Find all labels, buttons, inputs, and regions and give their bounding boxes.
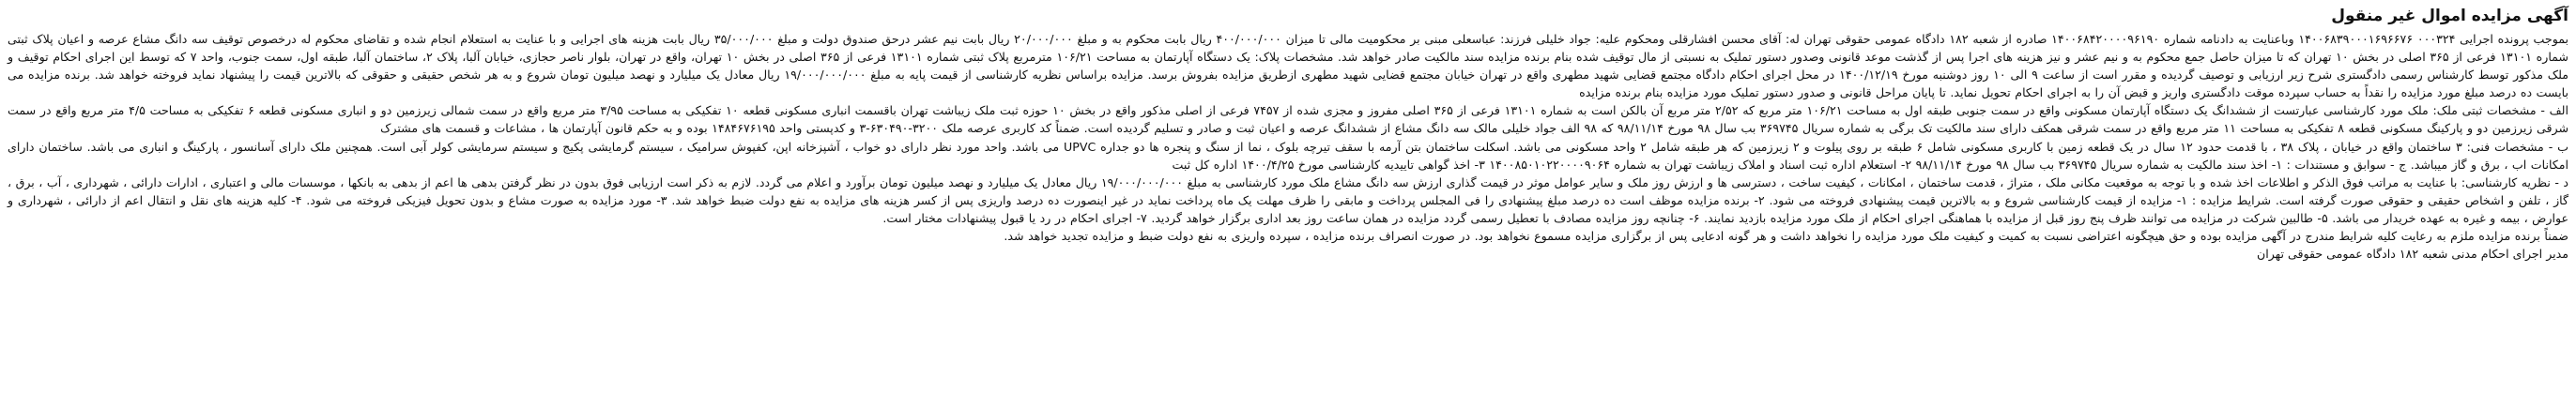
notice-signature: مدیر اجرای احکام مدنی شعبه ۱۸۲ دادگاه عمومی حقوقی تهران (2256, 247, 2568, 262)
notice-title: آگهی مزایده اموال غیر منقول (2331, 7, 2568, 25)
notice-paragraph-3: ب - مشخصات فنی: ۳ ساختمان واقع در خیابان ، پلاک ۳۸ ، با قدمت حدود ۱۲ سال در یک قطعه زمین با کاربری مسکونی شامل ۶ طبقه بر روی پیلوت و ۲ زیرزمین که هر طبقه شامل ۲ واحد مسکونی می باشد. اسکلت ساختمان بتن آرمه با سقف تیرچه بلوک ، نما از سنگ و پنجره ها دو جداره UPVC می باشد. واحد مورد نظر دارای دو خواب ، آشپزخانه اپن، کفپوش سرامیک ، سیستم گرمایشی پکیج و سیستم سرمایشی کولر آبی است. همچنین ملک دارای آسانسور ، پارکینگ و انباری می باشد. ساختمان دارای امکانات اب ، برق و گاز میباشد. ج - سوابق و مستندات : ۱- اخذ سند مالکیت به شماره سریال ۳۶۹۷۴۵ بب سال ۹۸ مورخ ۹۸/۱۱/۱۴ ۲- استعلام اداره ثبت اسناد و املاک زیباشت تهران به شماره ۱۴۰۰۸۵۰۱۰۲۲۰۰۰۰۹۰۶۴ ۳- اخذ گواهی تاییدیه کارشناسی مورخ ۱۴۰۰/۴/۲۵ اداره کل ثبت (8, 139, 2568, 172)
notice-paragraph-2: الف - مشخصات ثبتی ملک: ملک مورد کارشناسی عبارتست از ششدانگ یک دستگاه آپارتمان مسکونی واقع در سمت جنوبی طبقه اول به مساحت ۱۰۶/۲۱ متر مربع که ۲/۵۲ متر مربع آن بالکن است به شماره ۱۳۱۰۱ فرعی از ۳۶۵ اصلی مفروز و مجزی شده از ۷۴۵۷ فرعی از اصلی مذکور واقع در بخش ۱۰ حوزه ثبت ملک زیباشت تهران باقسمت انباری مسکونی قطعه ۱۰ تفکیکی به مساحت ۳/۹۵ متر مربع واقع در سمت شمالی زیرزمین دو و انباری مسکونی قطعه ۶ تفکیکی به مساحت ۴/۵ متر مربع واقع در سمت شرقی زیرزمین دو و پارکینگ مسکونی قطعه ۸ تفکیکی به مساحت ۱۱ متر مربع واقع در سمت شرقی همکف دارای سند مالکیت تک برگی به شماره سریال ۳۶۹۷۴۵ بب سال ۹۸ مورخ ۹۸/۱۱/۱۴ که ۹۸ الف جواد خلیلی مالک سه دانگ مشاع از ششدانگ عرصه و اعیان ثبت و صادر و تسلیم گردیده است. ضمناً کد کاربری عرصه ملک ۳۲۰۰-۶۳۰۴۹۰-۳ و کدپستی واحد ۱۴۸۴۶۷۶۱۹۵ بوده و به حکم قانون آپارتمان ها ، مشاعات و قسمت های مشترک (8, 103, 2568, 136)
notice-paragraph-5: ضمناً برنده مزایده ملزم به رعایت کلیه شرایط مندرج در آگهی مزایده بوده و حق هیچگونه اعتراضی نسبت به کمیت و کیفیت ملک مورد مزایده را نخواهد داشت و هر گونه ادعایی پس از برگزاری مزایده مسموع نخواهد بود. در صورت انصراف برنده مزایده ، سپرده واریزی به نفع دولت ضبط و مزایده تجدید خواهد شد. (1004, 229, 2568, 244)
notice-paragraph-1: بموجب پرونده اجرایی ۰۰۰۳۲۴ ۱۴۰۰۶۸۳۹۰۰۰۱۶۹۶۶۷۶ وباعنایت به دادنامه شماره ۱۴۰۰۶۸۴۲۰۰۰۰۹۶۱۹۰ صادره از شعبه ۱۸۲ دادگاه عمومی حقوقی تهران له: آقای محسن افشارقلی ومحکوم علیه: جواد خلیلی فرزند: عباسعلی مبنی بر محکومیت مالی تا میزان ۴۰۰/۰۰۰/۰۰۰ ریال بابت محکوم به و مبلغ ۲۰/۰۰۰/۰۰۰ ریال بابت نیم عشر درحق صندوق دولت و مبلغ ۳۵/۰۰۰/۰۰۰ ریال بابت هزینه های اجرایی و با عنایت به استعلام انجام شده و تقاضای محکوم له درخصوص توقیف سه دانگ مشاع عرصه و اعیان پلاک ثبتی شماره ۱۳۱۰۱ فرعی از ۳۶۵ اصلی در بخش ۱۰ تهران که تا میزان حاصل جمع محکوم به و نیم عشر و نیز هزینه های اجرا پس از گذشت موعد قانونی وصدور دستور تملیک به نسبتی از مال توقیف شده بنام برنده مزایده سند مالکیت صادر خواهد شد. مشخصات پلاک: یک دستگاه آپارتمان به مساحت ۱۰۶/۲۱ مترمربع پلاک ثبتی شماره ۱۳۱۰۱ فرعی از ۳۶۵ اصلی در بخش ۱۰ تهران، واقع در تهران، بلوار ناصر حجازی، خیابان آلبا، پلاک ۲، ساختمان آلبا، طبقه اول، سمت جنوب، واحد ۷ که توسط این اجرای احکام توقیف و ملک مذکور توسط کارشناس رسمی دادگستری شرح زیر ارزیابی و توصیف گردیده و مقرر است از ساعت ۹ الی ۱۰ روز دوشنبه مورخ ۱۴۰۰/۱۲/۱۹ در محل اجرای احکام دادگاه مجتمع قضایی شهید مطهری واقع در تهران خیابان مجتمع قضایی شهید مطهری ازطریق مزایده بفروش برسد. مزایده براساس نظریه کارشناسی از قیمت پایه به مبلغ ۱۹/۰۰۰/۰۰۰/۰۰۰ ریال معادل یک میلیارد و نهصد میلیون تومان شروع و به هر شخص حقیقی و حقوقی که بالاترین قیمت را پیشنهاد نماید فروخته خواهد شد. برنده مزایده می بایست ده درصد مبلغ مورد مزایده را نقداً به حساب سپرده موقت دادگستری واریز و قبض آن را به اجرای احکام تحویل نماید. تا پایان مراحل قانونی و صدور دستور تملیک مورد مزایده بنام برنده مزایده (8, 32, 2568, 100)
notice-body (8, 30, 2568, 245)
notice-paragraph-4: د - نظریه کارشناسی: با عنایت به مراتب فوق الذکر و اطلاعات اخذ شده و با توجه به موقعیت مکانی ملک ، متراژ ، قدمت ساختمان ، امکانات ، کیفیت ساخت ، دسترسی ها و ارزش روز ملک و سایر عوامل موثر در قیمت گذاری ارزش سه دانگ مشاع ملک مورد کارشناسی به مبلغ ۱۹/۰۰۰/۰۰۰/۰۰۰ ریال معادل یک میلیارد و نهصد میلیون تومان برآورد و اعلام می گردد. لازم به ذکر است ارزیابی فوق بدون در نظر گرفتن بدهی ها اعم از بدهی به بانکها ، موسسات مالی و اعتباری ، ادارات دارائی ، شهرداری ، آب ، برق ، گاز ، تلفن و اشخاص حقیقی و حقوقی صورت گرفته است. شرایط مزایده : ۱- مزایده از قیمت کارشناسی شروع و به بالاترین قیمت پیشنهادی فروخته می شود. ۲- برنده مزایده موظف است ده درصد مبلغ پیشنهادی را فی المجلس پرداخت و مابقی را ظرف مهلت یک ماه پرداخت نماید در غیر اینصورت ده درصد واریزی پس از کسر هزینه های مزایده به نفع دولت ضبط خواهد شد. ۳- مورد مزایده به صورت مشاع و بدون تحویل فیزیکی فروخته می شود. ۴- کلیه هزینه های نقل و انتقال اعم از دارائی ، شهرداری و عوارض ، بیمه و غیره به عهده خریدار می باشد. ۵- طالبین شرکت در مزایده می توانند ظرف پنج روز قبل از مزایده با هماهنگی اجرای احکام از ملک مورد مزایده بازدید نمایند. ۶- چنانچه روز مزایده مصادف با تعطیل رسمی گردد مزایده در همان ساعت روز بعد اداری برگزار خواهد گردید. ۷- اجرای احکام در رد یا قبول پیشنهادات مختار است. (8, 174, 2568, 225)
